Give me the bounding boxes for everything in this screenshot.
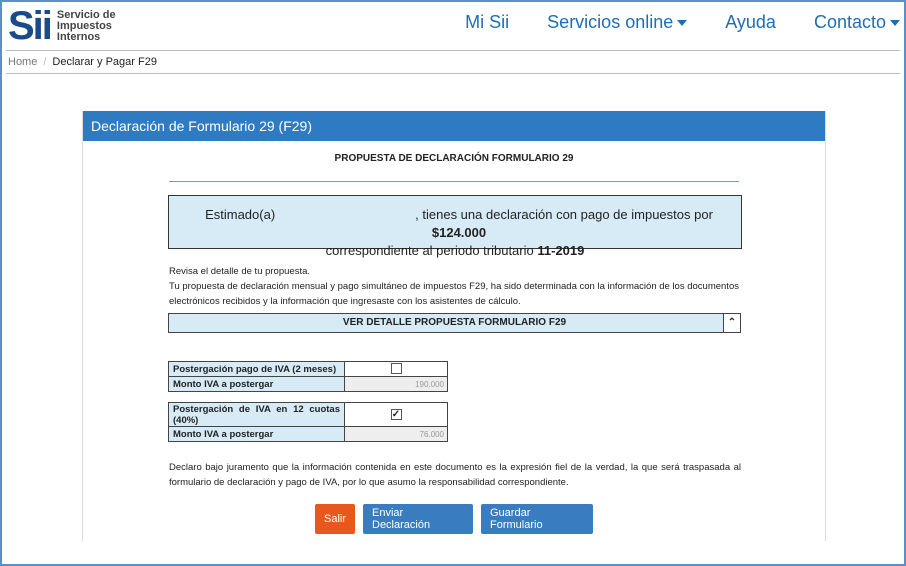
view-detail-toggle[interactable]: VER DETALLE PROPUESTA FORMULARIO F29 ⌃: [168, 313, 741, 333]
nav-mi-sii[interactable]: Mi Sii: [465, 12, 510, 32]
panel-title: Declaración de Formulario 29 (F29): [83, 111, 825, 141]
proposal-title: PROPUESTA DE DECLARACIÓN FORMULARIO 29: [334, 153, 574, 164]
tax-period: 11-2019: [537, 243, 585, 258]
option2-checkbox[interactable]: [391, 409, 402, 420]
save-form-button[interactable]: Guardar Formulario: [481, 504, 593, 534]
nav-servicios-online[interactable]: Servicios online: [547, 12, 687, 33]
action-buttons: [315, 504, 593, 534]
sii-logo-mark: Sii: [8, 4, 51, 48]
option1-checkbox[interactable]: [391, 363, 402, 374]
iva-deferral-2-months-table: [168, 361, 448, 392]
check-icon: ✓: [391, 408, 401, 420]
header-divider: [6, 50, 900, 51]
breadcrumb: Home / Declarar y Pagar F29: [8, 56, 157, 68]
f29-panel: [82, 111, 826, 541]
option2-amount-label: Monto IVA a postergar: [169, 427, 345, 442]
breadcrumb-home[interactable]: Home: [8, 56, 38, 68]
sii-logo[interactable]: [8, 6, 116, 46]
caret-down-icon: [890, 20, 900, 26]
breadcrumb-divider: [6, 73, 900, 74]
proposal-description: Revisa el detalle de tu propuesta. Tu propuesta de declaración mensual y pago simultáneo de impuestos F29, ha sido determinada con la información de los documentos electrónicos recibidos y la información que ingresaste con los asistentes de cálculo.: [169, 266, 739, 307]
main-nav: [427, 12, 900, 33]
caret-down-icon: [677, 20, 687, 26]
nav-ayuda[interactable]: Ayuda: [725, 12, 776, 32]
payment-amount: $124.000: [431, 225, 487, 240]
exit-button[interactable]: Salir: [315, 504, 355, 534]
title-divider: [169, 181, 739, 182]
option1-label: Postergación pago de IVA (2 meses): [169, 362, 345, 377]
sworn-statement: Declaro bajo juramento que la información contenida en este documento es la expresión fiel de la verdad, la que será traspasada al formulario de declaración y pago de IVA, por lo que asumo la responsabilidad correspondiente.: [169, 462, 741, 488]
chevron-up-icon[interactable]: ⌃: [723, 314, 740, 332]
iva-deferral-12-installments-table: [168, 402, 448, 442]
breadcrumb-current: Declarar y Pagar F29: [52, 56, 157, 68]
submit-declaration-button[interactable]: Enviar Declaración: [363, 504, 473, 534]
option1-amount-field: 190.000: [345, 377, 448, 392]
payment-notice: Estimado(a) , tienes una declaración con pago de impuestos por $124.000 correspondiente al periodo tributario 11-2019: [168, 195, 742, 249]
option2-label: Postergación de IVA en 12 cuotas (40%): [169, 403, 345, 427]
option1-amount-label: Monto IVA a postergar: [169, 377, 345, 392]
option2-amount-field: 76.000: [345, 427, 448, 442]
sii-logo-text: Servicio de Impuestos Internos: [56, 8, 116, 43]
nav-contacto[interactable]: Contacto: [814, 12, 900, 33]
